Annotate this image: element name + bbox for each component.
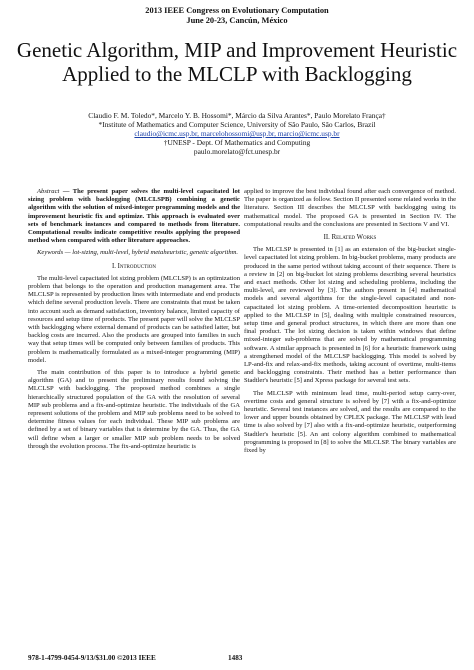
left-column [28, 188, 240, 455]
section-heading-introduction: I. Introduction [111, 262, 157, 270]
paper-title: Genetic Algorithm, MIP and Improvement Heuristic Applied to the MLCLP with Backlogging [16, 38, 458, 86]
keywords-text: — lot-sizing, multi-level, hybrid metaheuristic, genetic algorithm. [63, 249, 239, 257]
page-number: 1483 [228, 654, 243, 662]
copyright-code: 978-1-4799-0454-9/13/$31.00 ©2013 IEEE [28, 654, 156, 662]
paragraph: The multi-level capacitated lot sizing problem (MLCLSP) is an optimization problem that belongs to the operation and production management area. The MLCLSP is represented by production lines with intermediate and end products which define several production levels. There are constraints that must be taken into account such as demand satisfaction, inventory balance, limited capacity of resources and setup time of products. The present paper will solve the MLCLSP with backlogging where external demand of products can be satisfied latter, but backlog costs are incurred. Also the products are grouped into families in such way that setup times will be computed only between families of products. This problem is mathematically formulated as a mixed-integer programming (MIP) model. [28, 274, 240, 364]
paragraph: applied to improve the best individual found after each convergence of method. The paper is organized as follow. Section II presented some related works in the literature. Section III describes the MLCLSP with backlogging using its mathematical model. The proposed GA is presented in Section IV. The computational results and the conclusions are presented in Sections V and VI. [244, 188, 456, 228]
paragraph: The MLCLSP is presented in [1] as an extension of the big-bucket single-level capacitated lot sizing problem. In big-bucket problems, many products are produced in the same period without taking account of their sequence. There is a review in [2] on big-bucket lot sizing problems describing several heuristics and exact methods. Other lot sizing and scheduling problems, including the multi-level, are reviewed by [3]. The authors present in [4] mathematical models and several algorithms for the single-level capacitated and non-capacitated lot sizing problem. A time-oriented decomposition heuristic is applied to the MLCLSP in [5], dealing with multiple constrained resources, setup time and general product structures, in which there are more than one final product. The lot sizing decision is taken within windows that define mixed-integer sub-problems that are solved by mathematical programming software. A similar approach is presented in [6] for a heuristic framework using a strengthened model of the MLCLSP backlogging. This model is solved by LP-and-fix and relax-and-fix methods, taking account of overtime, multi-items and backlogging constraints. Their method has a better performance than Stadtler's heuristic [5] and Xpress package for several test sets. [244, 246, 456, 385]
keywords [28, 249, 240, 257]
author-names: Claudio F. M. Toledo*, Marcelo Y. B. Hossomi*, Márcio da Silva Arantes*, Paulo Morelato França† [88, 111, 386, 120]
conference-date: June 20-23, Cancún, México [186, 16, 288, 25]
abstract-text: — The present paper solves the multi-level capacitated lot sizing problem with backlogging (MLCLSPB) combining a genetic algorithm with the solution of mixed-integer programming models and the improvement heuristic fix and optimize. This approach is evaluated over sets of benchmark instances and compared to methods from literature. Computational results indicate competitive results applying the proposed method when compared with other literature approaches. [28, 188, 240, 245]
author-emails-1[interactable]: claudio@icmc.usp.br, marcelohossomi@usp.br, marcio@icmc.usp.br [134, 129, 340, 138]
author-email-2: paulo.morelato@fct.unesp.br [193, 147, 281, 156]
section-heading-related-works: II. Related Works [323, 234, 377, 242]
conference-name: 2013 IEEE Congress on Evolutionary Computation [145, 6, 329, 15]
paragraph: The main contribution of this paper is to introduce a hybrid genetic algorithm (GA) and to present the preliminary results found solving the MLCLSP with backlogging. The proposed method combines a single hierarchically structured population of the GA with the resolution of several MIP sub problems and a fix-and-optimize heuristic. The individuals of the GA represent solutions of the problem and MIP sub problems need to be solved to determine fitness values for each individual. These MIP sub problems are defined by a set of binary variables that is determine by the GA. Thus, the GA will define when a larger or smaller MIP sub problem needs to be solved through the evolution process. The fix-and-optimize heuristic is [28, 369, 240, 450]
affiliation-1: *Institute of Mathematics and Computer Science, University of São Paulo, São Carlos, Brazil [98, 120, 376, 129]
abstract [28, 188, 240, 245]
abstract-lead: Abstract [37, 188, 60, 195]
keywords-lead: Keywords [37, 249, 64, 257]
right-column [244, 188, 456, 459]
paragraph: The MLCLSP with minimum lead time, multi-period setup carry-over, overtime costs and general structure is solved by [7] with a fix-and-optimize heuristic. Several test instances are solved, and the results are compared to the lower and upper bounds obtained by CPLEX package. The MLCLSP with lead time is also solved by [7] also with a fix-and-optimize heuristic, outperforming Stadtler's heuristic [5]. An ant colony algorithm combined to mathematical programming is proposed in [8] to solve the MLCLSP. The binary variables are fixed by [244, 389, 456, 455]
affiliation-2: †UNESP - Dept. Of Mathematics and Computing [163, 138, 311, 147]
author-block [0, 111, 474, 156]
conference-header [0, 6, 474, 26]
